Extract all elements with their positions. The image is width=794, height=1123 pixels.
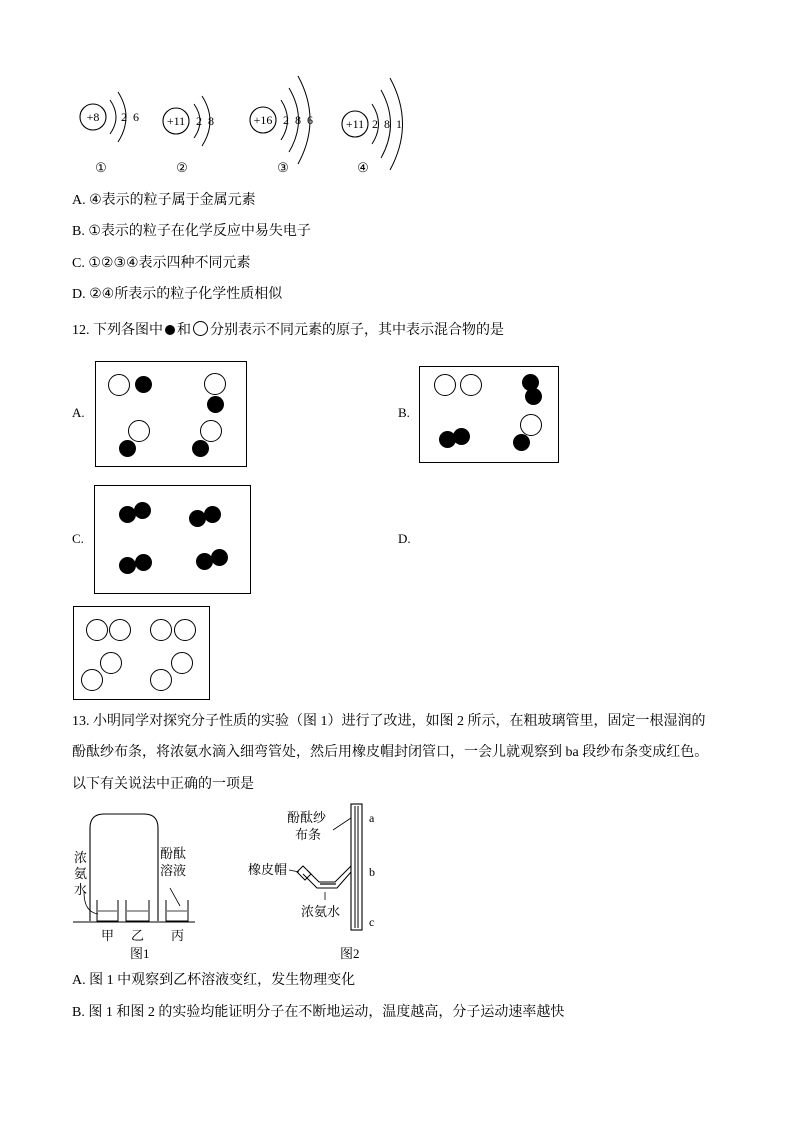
q12-option-c-box[interactable] <box>94 485 251 594</box>
svg-text:+16: +16 <box>253 113 273 127</box>
fig2-label-strip-1: 酚酞纱 <box>287 810 327 825</box>
q12-label-b: B. <box>398 405 410 420</box>
fig1-label-phenolphthalein: 酚酞 <box>160 846 187 861</box>
svg-text:④: ④ <box>357 160 369 175</box>
fig1-cup-jia: 甲 <box>101 928 115 943</box>
svg-text:③: ③ <box>277 160 289 175</box>
atom-diagram-2 <box>163 96 214 175</box>
fig2-label-strip-2: 布条 <box>295 827 322 842</box>
q11-option-c: C. ①②③④表示四种不同元素 <box>72 256 251 271</box>
svg-text:①: ① <box>95 160 107 175</box>
svg-text:2 8: 2 8 <box>196 114 214 128</box>
atom-diagram-1 <box>80 92 139 175</box>
svg-text:+8: +8 <box>86 110 100 124</box>
q12-and: 和 <box>177 323 191 338</box>
figure-2-improved-experiment <box>245 800 395 965</box>
q13-stem-line-1: 13. 小明同学对探究分子性质的实验（图 1）进行了改进，如图 2 所示，在粗玻璃管里，固定一根湿润的 <box>72 714 706 729</box>
svg-text:2 8 1: 2 8 1 <box>372 117 402 131</box>
white-atom-icon <box>193 321 208 336</box>
fig1-caption: 图1 <box>130 946 150 961</box>
figure-1-diffusion-experiment <box>70 808 200 963</box>
svg-text:2 8 6: 2 8 6 <box>283 113 313 127</box>
q11-option-d: D. ②④所表示的粒子化学性质相似 <box>72 287 283 302</box>
q11-option-a: A. ④表示的粒子属于金属元素 <box>72 193 256 208</box>
svg-text:②: ② <box>176 160 188 175</box>
fig1-label-an: 氨 <box>74 866 88 881</box>
q12-option-d-box[interactable] <box>73 606 210 700</box>
fig1-label-nong: 浓 <box>74 850 88 865</box>
fig1-cup-bing: 丙 <box>171 928 185 943</box>
fig1-label-shui: 水 <box>74 882 88 897</box>
svg-text:+11: +11 <box>166 114 186 128</box>
svg-text:+11: +11 <box>345 117 365 131</box>
q12-option-a-box[interactable] <box>95 361 247 467</box>
fig1-label-solution: 溶液 <box>160 863 187 878</box>
q13-option-a: A. 图 1 中观察到乙杯溶液变红，发生物理变化 <box>72 973 356 988</box>
svg-text:2 6: 2 6 <box>121 110 139 124</box>
fig2-point-a: a <box>369 811 375 825</box>
q12-prefix: 12. 下列各图中 <box>72 323 163 338</box>
fig1-cup-yi: 乙 <box>131 928 145 943</box>
q12-label-c: C. <box>72 531 84 546</box>
q11-option-b: B. ①表示的粒子在化学反应中易失电子 <box>72 224 311 239</box>
atom-diagram-3 <box>250 76 313 175</box>
q12-label-a: A. <box>72 405 85 420</box>
atom-diagram-4 <box>342 78 403 175</box>
q13-option-b: B. 图 1 和图 2 的实验均能证明分子在不断地运动，温度越高，分子运动速率越快 <box>72 1005 565 1020</box>
q12-option-b-box[interactable] <box>419 366 559 463</box>
q12-stem <box>72 321 504 341</box>
q13-stem-line-2: 酚酞纱布条，将浓氨水滴入细弯管处，然后用橡皮帽封闭管口，一会儿就观察到 ba 段纱布条变成红色。 <box>72 745 709 760</box>
q12-suffix: 分别表示不同元素的原子，其中表示混合物的是 <box>210 323 504 338</box>
atom-structure-diagrams <box>70 68 430 183</box>
black-atom-icon <box>165 325 175 335</box>
fig2-point-b: b <box>369 865 375 879</box>
fig2-caption: 图2 <box>340 946 360 961</box>
q12-label-d: D. <box>398 531 411 546</box>
q13-stem-line-3: 以下有关说法中正确的一项是 <box>72 777 254 792</box>
fig2-point-c: c <box>369 915 375 929</box>
fig2-label-ammonia: 浓氨水 <box>301 904 341 919</box>
fig2-label-cap: 橡皮帽 <box>248 862 288 877</box>
